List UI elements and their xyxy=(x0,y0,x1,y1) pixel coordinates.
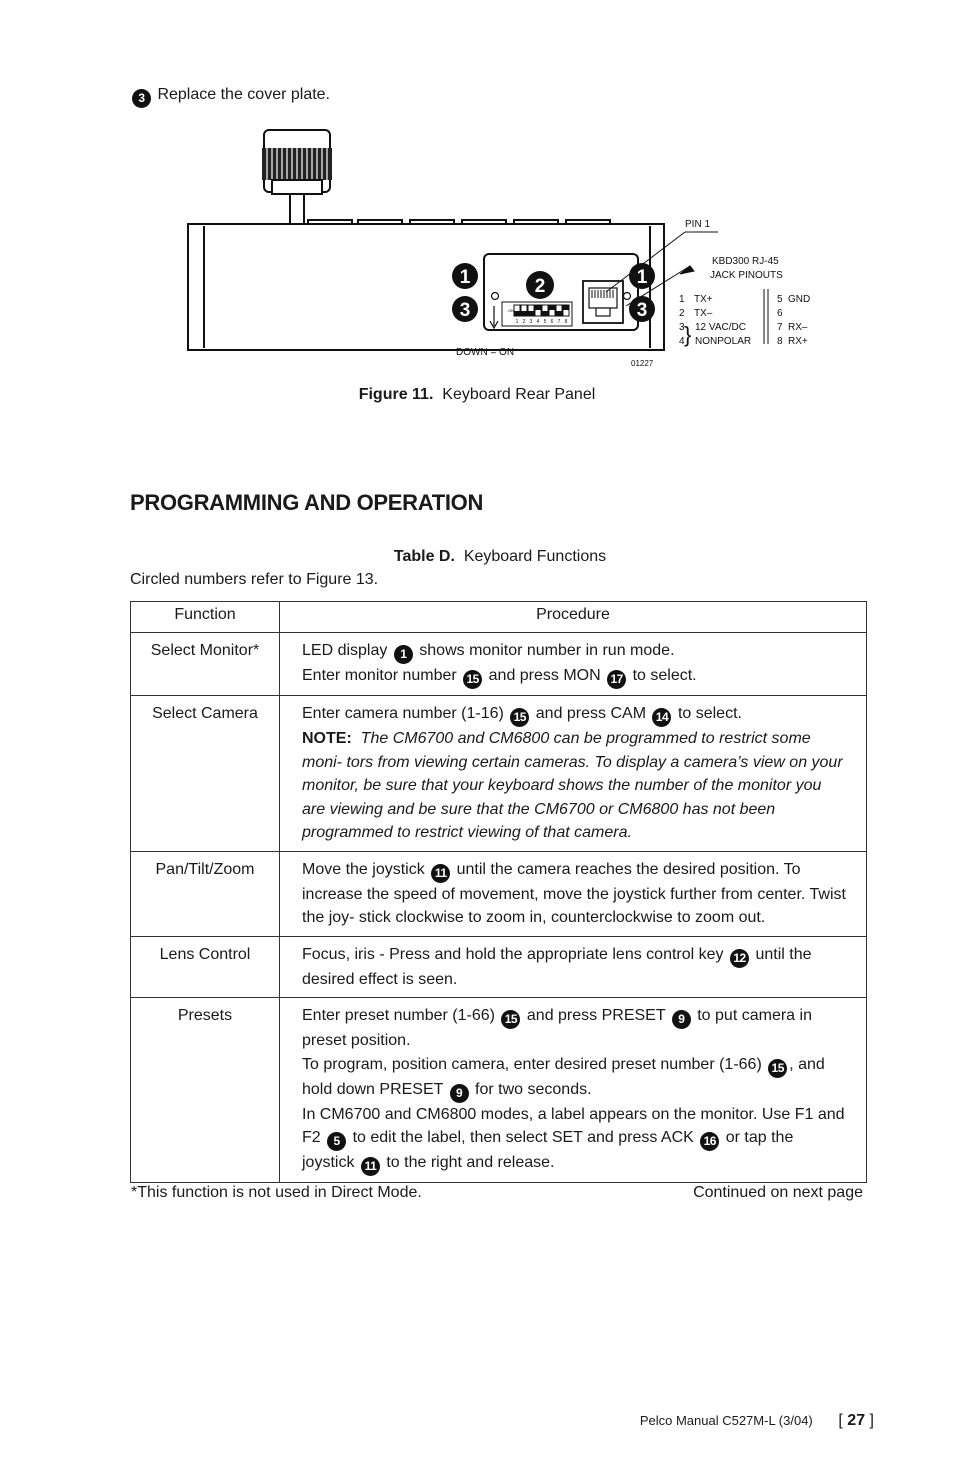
function-cell: Select Camera xyxy=(131,696,280,852)
brace-glyph: } xyxy=(684,322,692,347)
manual-id: Pelco Manual C527M-L (3/04) xyxy=(639,1413,813,1428)
svg-text:12 VAC/DC: 12 VAC/DC xyxy=(695,322,746,333)
callout-badge: 11 xyxy=(431,864,450,883)
callout-badge: 15 xyxy=(510,708,529,727)
callout-badge: 1 xyxy=(394,645,413,664)
dip-number: 7 xyxy=(557,319,561,325)
callout-badge: 15 xyxy=(768,1059,787,1078)
table-caption xyxy=(0,548,954,566)
step-instruction xyxy=(130,86,330,108)
procedure-cell: Enter camera number (1-16) 15 and press CAM 14 to select. NOTE: The CM6700 and CM6800 can be programmed to restrict some moni- tors from viewing certain cameras. To display a camera’s view on your monitor, be sure that your keyboard shows the number of the monitor you are viewing and be sure that the CM6700 or CM6800 has not been programmed to restrict viewing of that camera. xyxy=(280,696,867,852)
figure-caption-text: Keyboard Rear Panel xyxy=(442,386,596,403)
figure-id: 01227 xyxy=(631,359,654,368)
table-footnote: *This function is not used in Direct Mode. xyxy=(131,1184,422,1201)
header-procedure: Procedure xyxy=(280,602,867,633)
svg-text:1: 1 xyxy=(636,267,648,288)
svg-text:8: 8 xyxy=(777,336,783,347)
callout-badge: 11 xyxy=(361,1157,380,1176)
svg-text:1: 1 xyxy=(459,267,471,288)
dip-number: 2 xyxy=(522,319,526,325)
svg-text:GND: GND xyxy=(788,294,811,305)
pin1-label: PIN 1 xyxy=(685,219,711,230)
table-row xyxy=(131,696,867,852)
callout-badge: 9 xyxy=(450,1084,469,1103)
dip-number: 4 xyxy=(536,319,540,325)
callout-1-right xyxy=(629,263,655,289)
callout-badge: 15 xyxy=(501,1010,520,1029)
figure-caption xyxy=(0,386,954,404)
dip-number: 3 xyxy=(529,319,533,325)
dip-number: 6 xyxy=(550,319,554,325)
svg-text:1: 1 xyxy=(679,294,685,305)
dip-number: 1 xyxy=(515,319,519,325)
svg-text:2: 2 xyxy=(679,308,685,319)
callout-badge: 9 xyxy=(672,1010,691,1029)
keyboard-functions-table xyxy=(130,601,867,1183)
svg-text:TX+: TX+ xyxy=(694,294,713,305)
dip-number: 8 xyxy=(564,319,568,325)
figure-caption-label: Figure 11. xyxy=(358,386,434,403)
callout-badge: 5 xyxy=(327,1132,346,1151)
function-cell: Presets xyxy=(131,998,280,1183)
header-function: Function xyxy=(131,602,280,633)
dip-number: 5 xyxy=(543,319,547,325)
procedure-cell: LED display 1 shows monitor number in run mode. Enter monitor number 15 and press MON 17 to select. xyxy=(280,633,867,696)
step-number-badge: 3 xyxy=(132,89,151,108)
continued-note: Continued on next page xyxy=(693,1184,863,1201)
jack-title-line2: JACK PINOUTS xyxy=(710,270,783,281)
callout-3-right xyxy=(629,296,655,322)
table-row xyxy=(131,998,867,1183)
svg-text:7: 7 xyxy=(777,322,783,333)
keyboard-rear-panel-diagram xyxy=(180,126,820,376)
procedure-cell: Move the joystick 11 until the camera reaches the desired position. To increase the speed of movement, move the joystick further from center. Twist the joy- stick clockwise to zoom in, counterclockwise to zoom out. xyxy=(280,851,867,936)
table-header-row xyxy=(131,602,867,633)
svg-text:3: 3 xyxy=(636,300,648,321)
rj45-jack xyxy=(583,281,623,323)
page-footer xyxy=(640,1412,874,1430)
svg-text:6: 6 xyxy=(777,308,783,319)
callout-badge: 14 xyxy=(652,708,671,727)
table-row xyxy=(131,851,867,936)
step-text: Replace the cover plate. xyxy=(157,86,330,103)
function-cell: Select Monitor* xyxy=(131,633,280,696)
pinout-table xyxy=(679,289,810,347)
table-note: Circled numbers refer to Figure 13. xyxy=(130,571,379,588)
callout-2 xyxy=(526,271,554,299)
down-on-label: DOWN = ON xyxy=(456,347,515,358)
table-caption-text: Keyboard Functions xyxy=(463,548,607,565)
callout-badge: 15 xyxy=(463,670,482,689)
note-label: NOTE: xyxy=(302,730,352,747)
procedure-cell: Focus, iris - Press and hold the appropriate lens control key 12 until the desired effect is seen. xyxy=(280,936,867,998)
section-title: PROGRAMMING AND OPERATION xyxy=(130,490,484,515)
table-row xyxy=(131,936,867,998)
page-number: [ 27 ] xyxy=(838,1412,874,1429)
callout-badge: 17 xyxy=(607,670,626,689)
note-text: The CM6700 and CM6800 can be programmed to restrict some moni- tors from viewing certain cameras. To display a camera’s view on your monitor, be sure that your keyboard shows the number of the monitor you are viewing and be sure that the CM6700 or CM6800 has not been programmed to restrict viewing of that camera. xyxy=(302,730,843,841)
svg-text:RX–: RX– xyxy=(788,322,808,333)
callout-badge: 16 xyxy=(700,1132,719,1151)
callout-badge: 12 xyxy=(730,949,749,968)
dip-switch xyxy=(502,302,572,326)
svg-text:5: 5 xyxy=(777,294,783,305)
table-row xyxy=(131,633,867,696)
function-cell: Pan/Tilt/Zoom xyxy=(131,851,280,936)
svg-text:NONPOLAR: NONPOLAR xyxy=(695,336,752,347)
joystick-knob xyxy=(262,130,332,230)
svg-text:3: 3 xyxy=(679,322,685,333)
callout-1-left xyxy=(452,263,478,289)
dip-on-label: ON xyxy=(508,308,514,313)
function-cell: Lens Control xyxy=(131,936,280,998)
procedure-cell: Enter preset number (1-66) 15 and press PRESET 9 to put camera in preset position. To program, position camera, enter desired preset number (1-66) 15 , and hold down PRESET 9 for two seconds. In CM6700 and CM6800 modes, a label appears on the monitor. Use F1 and F2 5 to edit the label, then select SET and press ACK 16 or tap the joystick 11 to the right and release. xyxy=(280,998,867,1183)
svg-text:3: 3 xyxy=(459,300,471,321)
table-caption-label: Table D. xyxy=(393,548,455,565)
callout-3-left xyxy=(452,296,478,322)
jack-title-line1: KBD300 RJ-45 xyxy=(712,256,779,267)
svg-text:4: 4 xyxy=(679,336,685,347)
svg-text:RX+: RX+ xyxy=(788,336,808,347)
svg-text:TX–: TX– xyxy=(694,308,713,319)
svg-text:2: 2 xyxy=(534,276,546,297)
